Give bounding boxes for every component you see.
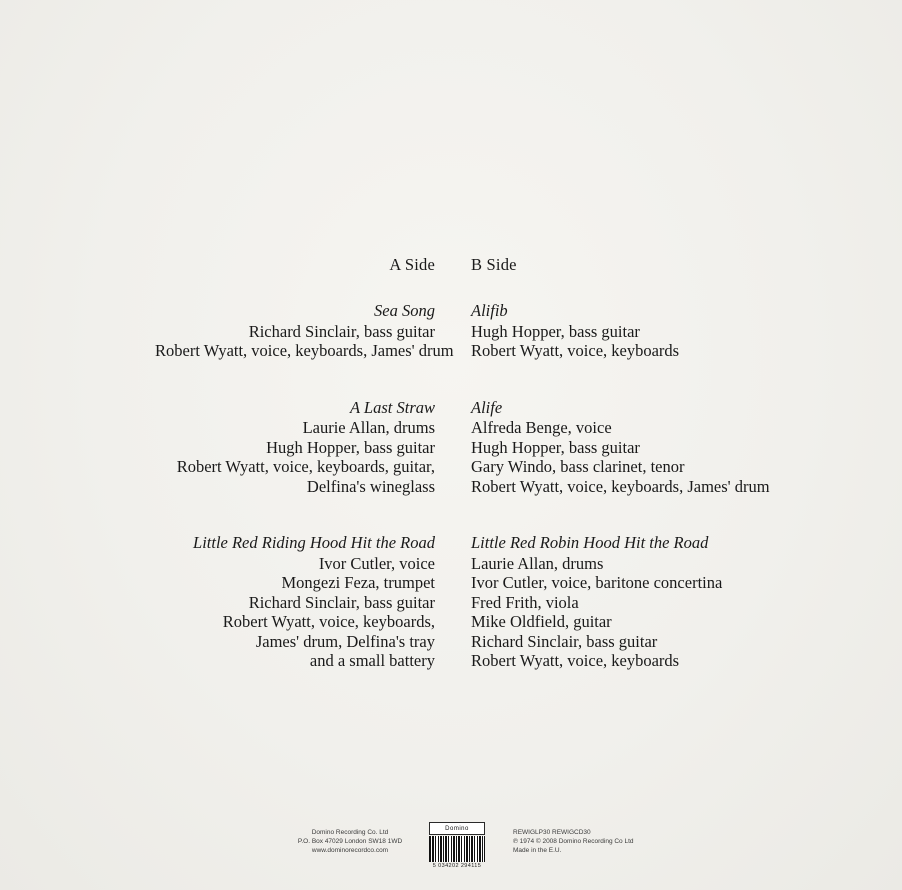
- performer-line: Mike Oldfield, guitar: [471, 612, 612, 631]
- performer-line: Delfina's wineglass: [306, 476, 435, 496]
- track-credit: [471, 301, 801, 361]
- sleeve-footer: [0, 822, 902, 874]
- performer-line: Alfreda Benge, voice: [471, 418, 612, 437]
- section-gap: [155, 379, 435, 398]
- performer-line: Laurie Allan, drums: [471, 553, 604, 573]
- credits-block: [0, 255, 902, 689]
- performer-line: James' drum, Delfina's tray: [255, 631, 435, 651]
- performer-line: Ivor Cutler, voice, baritone concertina: [471, 573, 723, 592]
- track-credit: [155, 301, 454, 361]
- barcode: [429, 822, 485, 869]
- performer-line: Richard Sinclair, bass guitar: [471, 631, 658, 651]
- track-credit: [155, 398, 435, 497]
- performer-line: Fred Frith, viola: [471, 592, 579, 612]
- performer-line: Robert Wyatt, voice, keyboards, guitar,: [176, 457, 435, 476]
- section-gap: [155, 514, 435, 533]
- section-gap: [471, 514, 801, 533]
- track-title: Little Red Robin Hood Hit the Road: [471, 533, 709, 552]
- performer-line: Laurie Allan, drums: [302, 418, 435, 437]
- performer-line: Richard Sinclair, bass guitar: [248, 321, 435, 341]
- performer-line: Hugh Hopper, bass guitar: [471, 321, 640, 341]
- catalogue-copyright-block: [513, 828, 733, 855]
- performer-line: Robert Wyatt, voice, keyboards,: [222, 612, 435, 631]
- track-title: Sea Song: [374, 301, 435, 320]
- performer-line: Ivor Cutler, voice: [318, 553, 435, 573]
- label-website[interactable]: www.dominorecordco.com: [311, 847, 389, 854]
- track-title: Alife: [471, 397, 503, 417]
- side-b-label: B Side: [471, 255, 517, 274]
- manufacture-origin: Made in the E.U.: [513, 847, 562, 854]
- side-b-column: [471, 255, 801, 689]
- performer-line: Robert Wyatt, voice, keyboards: [471, 341, 680, 360]
- track-title: Little Red Riding Hood Hit the Road: [193, 533, 435, 552]
- side-a-column: [155, 255, 454, 689]
- label-address-block: [275, 828, 425, 855]
- track-title: A Last Straw: [350, 397, 435, 417]
- label-name: Domino Recording Co. Ltd: [311, 829, 389, 836]
- performer-line: Robert Wyatt, voice, keyboards, James' drum: [155, 341, 454, 360]
- barcode-caption: Domino: [429, 822, 485, 835]
- performer-line: Richard Sinclair, bass guitar: [248, 592, 435, 612]
- barcode-bars: [429, 836, 485, 862]
- copyright-line: ℗ 1974 © 2008 Domino Recording Co Ltd: [513, 838, 634, 845]
- track-credit: [471, 533, 801, 671]
- track-title: Alifib: [471, 301, 508, 320]
- catalogue-numbers: REWIGLP30 REWIGCD30: [513, 829, 591, 836]
- label-address: P.O. Box 47029 London SW18 1WD: [297, 838, 403, 845]
- section-gap: [471, 379, 801, 398]
- track-credit: [155, 533, 435, 671]
- performer-line: Robert Wyatt, voice, keyboards, James' drum: [471, 476, 770, 496]
- track-credit: [471, 398, 801, 497]
- side-a-label: A Side: [389, 255, 435, 274]
- performer-line: Hugh Hopper, bass guitar: [471, 437, 640, 457]
- barcode-number: 5 034202 294115: [432, 863, 482, 869]
- performer-line: and a small battery: [309, 651, 435, 670]
- performer-line: Hugh Hopper, bass guitar: [266, 437, 435, 457]
- performer-line: Mongezi Feza, trumpet: [281, 573, 435, 592]
- performer-line: Robert Wyatt, voice, keyboards: [471, 651, 680, 670]
- performer-line: Gary Windo, bass clarinet, tenor: [471, 457, 685, 476]
